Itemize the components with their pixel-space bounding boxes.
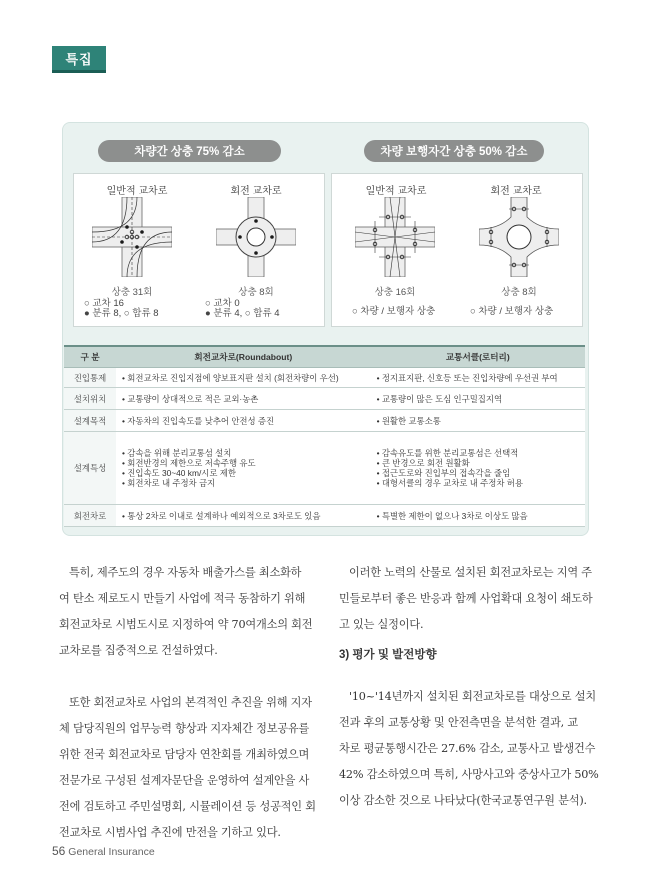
table-header-category: 구 분 — [64, 346, 116, 368]
text-line: 차로 평균통행시간은 27.6% 감소, 교통사고 발생건수 — [339, 742, 596, 755]
row-label: 진입통제 — [64, 368, 116, 388]
roundabout-cell — [116, 432, 371, 505]
text-line: 이상 감소한 것으로 나타났다(한국교통연구원 분석). — [339, 794, 587, 807]
left-roundabout-diagram — [216, 197, 296, 277]
left-roundabout-title: 회전 교차로 — [230, 186, 282, 197]
text-line: 위한 전국 회전교차로 담당자 연찬회를 개최하였으며 — [59, 748, 310, 761]
left-group-header: 차량간 상충 75% 감소 — [98, 140, 281, 162]
cell-line: • 대형서클의 경우 교차로 내 주정차 허용 — [376, 478, 523, 488]
right-roundabout-legend: ○ 차량 / 보행자 상충 — [470, 306, 554, 317]
text-line: 전과 후의 교통상황 및 안전측면을 분석한 결과, 교 — [339, 716, 578, 729]
legend-line: ○ 교차 0 — [205, 298, 240, 309]
page-number: 56 — [52, 844, 66, 858]
rotary-cell: • 원활한 교통소통 — [371, 410, 585, 432]
right-group-header: 차량 보행자간 상충 50% 감소 — [364, 140, 544, 162]
cell-line: • 회전반경의 제한으로 저속주행 유도 — [122, 458, 256, 468]
table-row — [64, 388, 585, 410]
text-line: 민들로부터 좋은 반응과 함께 사업확대 요청이 쇄도하 — [339, 592, 593, 605]
left-general-legend — [84, 299, 159, 319]
text-line: 회전교차로 시범도시로 지정하여 약 70여개소의 회전 — [59, 618, 313, 631]
text-line: 전에 검토하고 주민설명회, 시뮬레이션 등 성공적인 회 — [59, 800, 316, 813]
cell-line: • 회전차로 내 주정차 금지 — [122, 478, 216, 488]
section-tag-underline — [52, 70, 106, 73]
text-line: 고 있는 실정이다. — [339, 618, 424, 631]
row-label: 설계특성 — [64, 432, 116, 505]
body-right-column-top — [339, 560, 599, 638]
left-general-intersection-diagram — [92, 197, 172, 277]
row-label: 회전차로 — [64, 505, 116, 527]
text-line: 전교차로 시범사업 추진에 만전을 기하고 있다. — [59, 826, 281, 839]
row-label: 설치위치 — [64, 388, 116, 410]
text-line: 42% 감소하였으며 특히, 사망사고와 중상사고가 50% — [339, 768, 599, 781]
text-line: '10~'14년까지 설치된 회전교차로를 대상으로 설치 — [349, 690, 596, 703]
body-left-column — [59, 560, 321, 846]
comparison-table — [64, 345, 585, 527]
cell-line: • 접근도로와 진입부의 접속각을 줄임 — [376, 468, 511, 478]
right-general-title: 일반적 교차로 — [365, 186, 427, 197]
table-row — [64, 368, 585, 388]
text-line: 또한 회전교차로 사업의 본격적인 추진을 위해 지자 — [69, 696, 312, 709]
rotary-cell: • 교통량이 많은 도심 인구밀집지역 — [371, 388, 585, 410]
table-row — [64, 410, 585, 432]
left-general-title: 일반적 교차로 — [106, 186, 168, 197]
right-general-count: 상충 16회 — [374, 287, 416, 298]
table-header-row — [64, 346, 585, 368]
right-roundabout-count: 상충 8회 — [501, 287, 537, 298]
cell-line: • 큰 반경으로 회전 원활화 — [376, 458, 470, 468]
left-roundabout-count: 상충 8회 — [238, 287, 274, 298]
roundabout-cell: • 회전교차로 진입지점에 양보표지판 설치 (회전차량이 우선) — [116, 368, 371, 388]
right-roundabout-diagram — [479, 197, 559, 277]
table-row — [64, 505, 585, 527]
paragraph-gap — [59, 664, 321, 690]
legend-line: ○ 교차 16 — [84, 298, 124, 309]
roundabout-cell: • 자동차의 진입속도를 낮추어 안전성 증진 — [116, 410, 371, 432]
right-general-legend: ○ 차량 / 보행자 상충 — [352, 306, 436, 317]
row-label: 설계목적 — [64, 410, 116, 432]
cell-line: • 감속유도를 위한 분리교통섬은 선택적 — [376, 448, 519, 458]
left-general-count: 상충 31회 — [111, 287, 153, 298]
text-line: 특히, 제주도의 경우 자동차 배출가스를 최소화하 — [69, 566, 302, 579]
subheading: 3) 평가 및 발전방향 — [339, 649, 437, 661]
roundabout-cell: • 통상 2차로 이내로 설계하나 예외적으로 3차로도 있음 — [116, 505, 371, 527]
text-line: 전문가로 구성된 설계자문단을 운영하여 설계안을 사 — [59, 774, 310, 787]
left-roundabout-legend — [205, 299, 280, 319]
rotary-cell — [371, 432, 585, 505]
table-header-roundabout: 회전교차로(Roundabout) — [116, 346, 371, 368]
publication-title: General Insurance — [68, 846, 155, 858]
table-header-rotary: 교통서클(로터리) — [371, 346, 585, 368]
text-line: 여 탄소 제로도시 만들기 사업에 적극 동참하기 위해 — [59, 592, 306, 605]
right-roundabout-title: 회전 교차로 — [490, 186, 542, 197]
section-tag: 특집 — [52, 46, 106, 70]
cell-line: • 감속을 위해 분리교통섬 설치 — [122, 448, 232, 458]
text-line: 이러한 노력의 산물로 설치된 회전교차로는 지역 주 — [349, 566, 592, 579]
right-general-intersection-diagram — [355, 197, 435, 277]
legend-line: ● 분류 8, ○ 합류 8 — [84, 308, 159, 319]
rotary-cell: • 정지표지판, 신호등 또는 진입차량에 우선권 부여 — [371, 368, 585, 388]
table-row — [64, 432, 585, 505]
cell-line: • 진입속도 30~40 km/시로 제한 — [122, 468, 236, 478]
text-line: 체 담당직원의 업무능력 향상과 지자체간 정보공유를 — [59, 722, 310, 735]
body-right-column-bottom — [339, 684, 599, 814]
text-line: 교차로를 집중적으로 건설하였다. — [59, 644, 218, 657]
legend-line: ● 분류 4, ○ 합류 4 — [205, 308, 280, 319]
rotary-cell: • 특별한 제한이 없으나 3차로 이상도 많음 — [371, 505, 585, 527]
page-footer — [52, 844, 155, 858]
roundabout-cell: • 교통량이 상대적으로 적은 교외·농촌 — [116, 388, 371, 410]
